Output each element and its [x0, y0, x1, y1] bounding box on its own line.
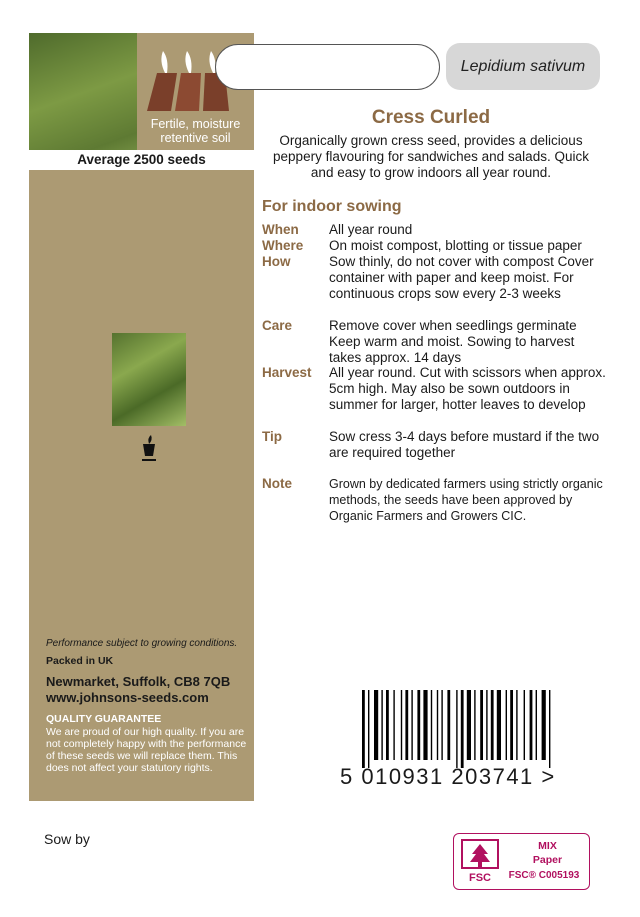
fsc-tree-icon [460, 838, 500, 884]
note-label: Note [262, 476, 292, 491]
tip-label: Tip [262, 429, 282, 444]
svg-text:FSC: FSC [469, 872, 491, 884]
soil-label: Fertile, moisture retentive soil [150, 117, 241, 145]
guarantee-title: QUALITY GUARANTEE [46, 713, 162, 725]
fsc-paper: Paper [532, 854, 563, 866]
when-text: All year round [329, 222, 413, 237]
name-label-blank [215, 44, 440, 90]
fsc-code: FSC® C005193 [508, 870, 580, 881]
address [46, 674, 230, 706]
harvest-text: All year round. Cut with scissors when approx. 5cm high. May also be sown outdoors in summer for larger, hotter leaves to develop [329, 365, 606, 412]
fsc-badge [453, 833, 590, 890]
note-text: Grown by dedicated farmers using strictly organic methods, the seeds have been approved by Organic Farmers and Growers CIC. [329, 477, 603, 523]
latin-name: Lepidium sativum [446, 43, 600, 90]
tip-text: Sow cress 3-4 days before mustard if the two are required together [329, 429, 600, 460]
packed-in: Packed in UK [46, 655, 114, 667]
performance-note: Performance subject to growing conditions. [46, 638, 238, 649]
when-label: When [262, 222, 299, 237]
barcode [360, 690, 580, 768]
how-label: How [262, 254, 291, 269]
sow-by: Sow by [44, 831, 90, 847]
product-title: Cress Curled [371, 107, 491, 128]
where-text: On moist compost, blotting or tissue paper [329, 238, 582, 253]
care-label: Care [262, 318, 293, 333]
guarantee-text: We are proud of our high quality. If you are not completely happy with the performance of these seeds we will replace them. This does not affect your statutory rights. [46, 726, 247, 774]
barcode-digits: 5 010931 203741 > [340, 764, 556, 789]
cress-photo-small [112, 333, 186, 426]
product-intro: Organically grown cress seed, provides a delicious peppery flavouring for sandwiches and salads. Quick and easy to grow indoors all year round. [273, 133, 589, 180]
seed-count: Average 2500 seeds [29, 150, 254, 170]
fsc-mix: MIX [538, 840, 557, 852]
section-title: For indoor sowing [262, 198, 402, 215]
how-text: Sow thinly, do not cover with compost Cover container with paper and keep moist. For continuous crops sow every 2-3 weeks [329, 254, 594, 301]
where-label: Where [262, 238, 304, 253]
johnsons-logo-icon [139, 434, 159, 464]
website: www.johnsons-seeds.com [46, 690, 209, 705]
address-line: Newmarket, Suffolk, CB8 7QB [46, 674, 231, 689]
care-text: Remove cover when seedlings germinate Keep warm and moist. Sowing to harvest takes approx. 14 days [329, 318, 577, 365]
harvest-label: Harvest [262, 365, 312, 380]
